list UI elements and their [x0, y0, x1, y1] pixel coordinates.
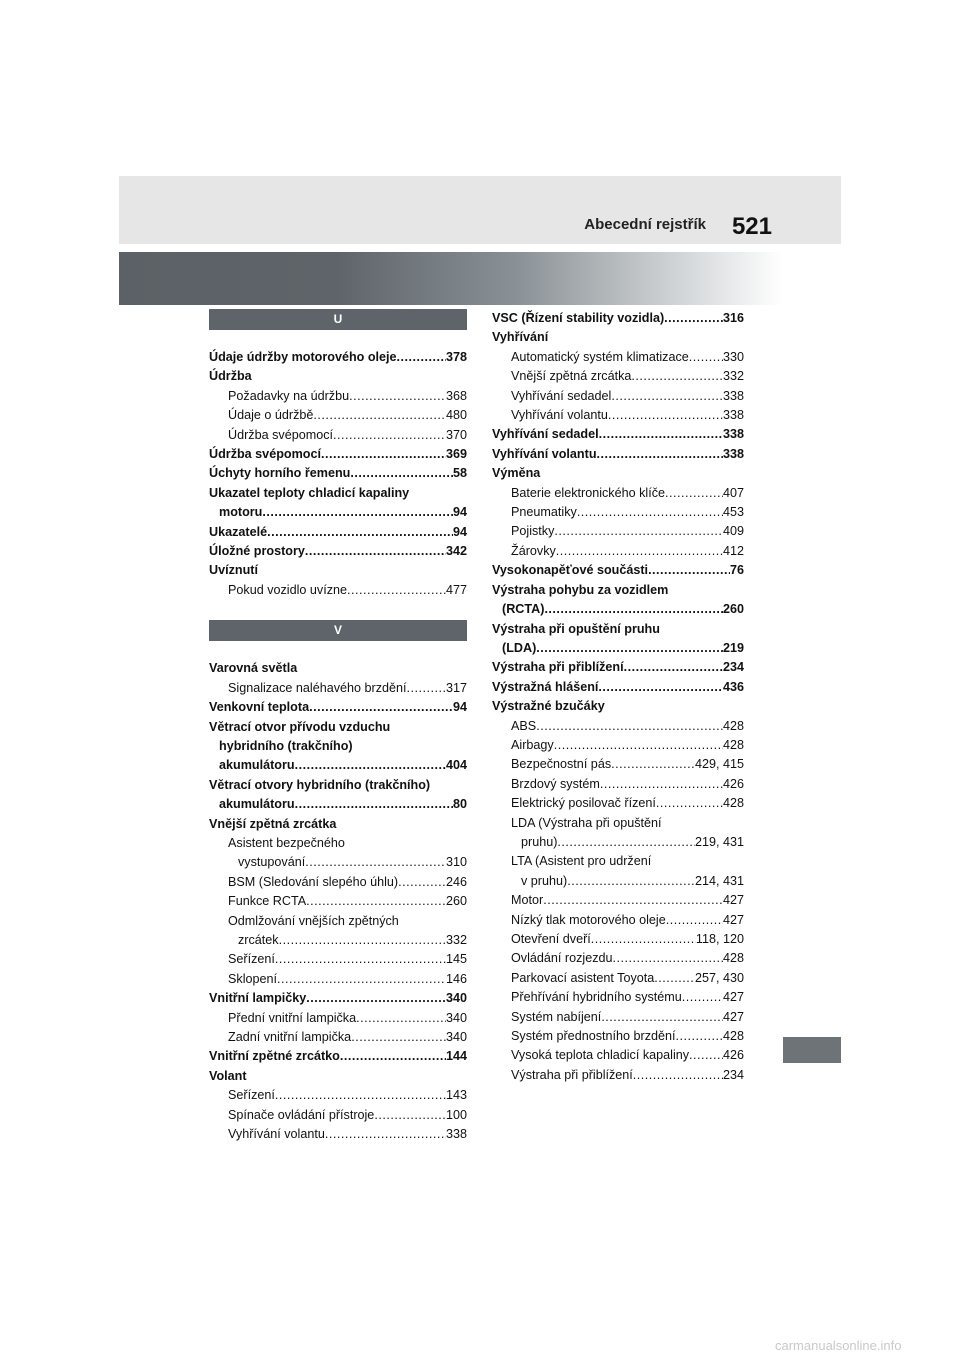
leader-dots	[689, 1046, 723, 1065]
index-subentry[interactable]	[492, 736, 744, 755]
index-column-right	[492, 309, 744, 1085]
index-entry[interactable]	[209, 737, 467, 756]
page-reference: 76	[729, 563, 744, 578]
index-entry[interactable]	[492, 445, 744, 464]
page-number: 521	[731, 213, 772, 240]
index-entry[interactable]	[492, 697, 744, 716]
page-reference: 338	[722, 446, 744, 461]
entry-text: Nízký tlak motorového oleje	[511, 912, 666, 927]
index-subentry[interactable]	[492, 1027, 744, 1046]
index-subentry[interactable]	[209, 387, 467, 406]
index-entry[interactable]	[492, 600, 744, 619]
entry-text: VSC (Řízení stability vozidla)	[492, 311, 665, 325]
entry-text: Vnitřní zpětné zrcátko	[209, 1049, 340, 1064]
page-reference: 214, 431	[694, 873, 744, 888]
page-reference: 428	[722, 951, 744, 966]
index-entry[interactable]	[492, 658, 744, 677]
page-reference: 436	[722, 679, 744, 694]
page-reference: 94	[452, 700, 467, 715]
leader-dots	[599, 425, 723, 444]
leader-dots	[340, 1047, 446, 1066]
page-reference: 146	[445, 971, 467, 986]
index-subentry[interactable]	[492, 717, 744, 736]
index-subentry[interactable]	[209, 406, 467, 425]
page-reference: 378	[445, 350, 467, 364]
entry-text: Vyhřívání volantu	[228, 1127, 325, 1142]
page-reference: 340	[445, 1030, 467, 1044]
page-reference: 100	[445, 1107, 467, 1122]
index-subentry[interactable]	[492, 775, 744, 794]
leader-dots	[689, 348, 723, 367]
index-entry[interactable]	[492, 309, 744, 328]
index-subentry[interactable]	[209, 679, 467, 698]
leader-dots	[349, 387, 446, 406]
entry-text: pruhu)	[521, 834, 558, 849]
page-reference: 409	[722, 524, 744, 539]
leader-dots	[350, 464, 453, 483]
entry-text: Údržba svépomocí	[209, 447, 321, 462]
index-subentry[interactable]	[492, 988, 744, 1007]
entry-text: Úchyty horního řemenu	[209, 466, 351, 481]
leader-dots	[543, 891, 723, 910]
index-subentry[interactable]	[492, 833, 744, 852]
entry-text: Parkovací asistent Toyota	[511, 970, 655, 985]
page-reference: 332	[445, 932, 467, 947]
letter-heading: V	[209, 620, 467, 641]
index-entry[interactable]	[209, 561, 467, 580]
page-reference: 145	[445, 952, 467, 967]
leader-dots	[544, 600, 723, 619]
leader-dots	[613, 949, 723, 968]
index-entry[interactable]	[209, 523, 467, 542]
entry-text: akumulátoru	[219, 797, 295, 812]
leader-dots	[676, 1027, 723, 1046]
page-reference: 429, 415	[694, 757, 744, 772]
entry-text: Větrací otvory hybridního (trakčního)	[209, 777, 431, 792]
entry-text: Přední vnitřní lampička	[228, 1010, 357, 1025]
leader-dots	[306, 989, 446, 1008]
leader-dots	[682, 988, 723, 1007]
leader-dots	[347, 581, 446, 600]
index-entry[interactable]	[209, 1067, 467, 1086]
page-reference: 368	[445, 388, 467, 403]
leader-dots	[313, 406, 446, 425]
page-reference: 260	[722, 602, 744, 617]
entry-text: Ovládání rozjezdu	[511, 951, 613, 966]
index-entry[interactable]	[209, 348, 467, 367]
index-subentry[interactable]	[209, 834, 467, 853]
page-reference: 94	[452, 524, 467, 539]
index-entry[interactable]	[209, 815, 467, 834]
page-reference: 412	[722, 543, 744, 558]
index-subentry[interactable]	[492, 891, 744, 910]
leader-dots	[554, 522, 723, 541]
page-reference: 427	[722, 990, 744, 1005]
entry-text: Úložné prostory	[209, 544, 305, 559]
index-entry[interactable]	[492, 464, 744, 483]
page-reference: 317	[445, 680, 467, 695]
entry-text: Vyhřívání sedadel	[492, 427, 599, 442]
index-subentry[interactable]	[492, 522, 744, 541]
index-subentry[interactable]	[209, 873, 467, 892]
index-entry[interactable]	[209, 367, 467, 386]
leader-dots	[275, 1086, 446, 1105]
leader-dots	[309, 698, 453, 717]
entry-text: Výstražné bzučáky	[492, 699, 605, 714]
entry-text: Pneumatiky	[511, 505, 577, 520]
leader-dots	[557, 833, 695, 852]
index-subentry[interactable]	[209, 1009, 467, 1028]
index-subentry[interactable]	[492, 367, 744, 386]
leader-dots	[407, 679, 446, 698]
page-reference: 219	[722, 640, 744, 655]
entry-text: Ukazatelé	[209, 524, 268, 539]
index-subentry[interactable]	[209, 970, 467, 989]
entry-text: Údaje údržby motorového oleje	[209, 350, 397, 364]
leader-dots	[601, 1008, 723, 1027]
index-subentry[interactable]	[492, 969, 744, 988]
index-entry[interactable]	[492, 639, 744, 658]
entry-text: Seřízení	[228, 1088, 275, 1103]
entry-text: Elektrický posilovač řízení	[511, 796, 656, 811]
entry-text: zrcátek	[238, 932, 279, 947]
page-reference: 219, 431	[694, 834, 744, 849]
index-subentry[interactable]	[209, 1086, 467, 1105]
leader-dots	[333, 426, 446, 445]
entry-text: Přehřívání hybridního systému	[511, 990, 682, 1005]
entry-text: Vyhřívání volantu	[511, 408, 608, 423]
entry-text: Údaje o údržbě	[228, 408, 314, 423]
entry-text: Údržba svépomocí	[228, 427, 333, 442]
entry-text: Výstraha pohybu za vozidlem	[492, 582, 669, 597]
index-subentry[interactable]	[492, 406, 744, 425]
entry-text: Výměna	[492, 466, 541, 481]
entry-text: (RCTA)	[502, 602, 545, 617]
entry-text: Větrací otvor přívodu vzduchu	[209, 719, 391, 734]
leader-dots	[267, 523, 453, 542]
entry-text: Výstraha při přiblížení	[511, 1067, 633, 1082]
leader-dots	[305, 542, 446, 561]
leader-dots	[536, 639, 723, 658]
page-reference: 428	[722, 737, 744, 752]
leader-dots	[611, 387, 723, 406]
entry-text: ABS	[511, 718, 537, 733]
leader-dots	[611, 755, 695, 774]
leader-dots	[665, 484, 723, 503]
index-subentry[interactable]	[492, 387, 744, 406]
index-subentry[interactable]	[492, 930, 744, 949]
leader-dots	[305, 853, 446, 872]
leader-dots	[321, 445, 446, 464]
page-reference: 427	[722, 893, 744, 908]
entry-text: Vyhřívání volantu	[492, 446, 597, 461]
leader-dots	[295, 795, 453, 814]
entry-text: Automatický systém klimatizace	[511, 349, 689, 364]
entry-text: Vnější zpětná zrcátka	[209, 816, 337, 831]
leader-dots	[598, 678, 723, 697]
leader-dots	[325, 1125, 446, 1144]
section-title: Abecední rejstřík	[584, 216, 706, 233]
index-subentry[interactable]	[492, 1008, 744, 1027]
index-subentry[interactable]	[492, 794, 744, 813]
letter-heading: U	[209, 309, 467, 330]
page-reference: 338	[445, 1127, 467, 1142]
page-reference: 426	[722, 1048, 744, 1063]
page-reference: 338	[722, 388, 744, 403]
index-entry[interactable]	[209, 445, 467, 464]
page-reference: 58	[452, 466, 467, 481]
index-subentry[interactable]	[492, 949, 744, 968]
entry-text: (LDA)	[502, 640, 537, 655]
entry-text: BSM (Sledování slepého úhlu)	[228, 874, 399, 889]
page-reference: 369	[445, 447, 467, 462]
index-subentry[interactable]	[492, 872, 744, 891]
entry-text: Otevření dveří	[511, 932, 591, 946]
leader-dots	[577, 503, 723, 522]
page-reference: 342	[445, 544, 467, 559]
entry-text: Odmlžování vnějších zpětných	[228, 913, 399, 928]
leader-dots	[398, 873, 446, 892]
page-reference: 257, 430	[694, 970, 744, 985]
entry-text: Žárovky	[511, 543, 556, 558]
page-reference: 310	[445, 855, 467, 870]
page-reference: 118, 120	[695, 932, 744, 946]
index-entry[interactable]	[492, 561, 744, 580]
index-subentry[interactable]	[492, 503, 744, 522]
entry-text: Varovná světla	[209, 661, 298, 676]
index-column-left	[209, 309, 467, 1144]
page-reference: 407	[722, 485, 744, 500]
page-reference: 234	[722, 660, 744, 675]
entry-text: Airbagy	[511, 737, 554, 752]
leader-dots	[600, 775, 723, 794]
entry-text: Výstraha při přiblížení	[492, 660, 624, 675]
entry-text: Výstražná hlášení	[492, 679, 599, 694]
leader-dots	[591, 930, 696, 949]
leader-dots	[567, 872, 695, 891]
entry-text: Brzdový systém	[511, 776, 600, 791]
index-entry[interactable]	[209, 698, 467, 717]
index-subentry[interactable]	[209, 853, 467, 872]
page-reference: 477	[445, 582, 467, 597]
page-reference: 80	[452, 797, 467, 812]
index-subentry[interactable]	[492, 911, 744, 930]
entry-text: hybridního (trakčního)	[219, 738, 353, 753]
leader-dots	[648, 561, 730, 580]
leader-dots	[597, 445, 723, 464]
leader-dots	[633, 1066, 723, 1085]
index-entry[interactable]	[209, 659, 467, 678]
index-entry[interactable]	[209, 756, 467, 775]
index-subentry[interactable]	[492, 348, 744, 367]
gradient-band	[119, 252, 841, 305]
entry-text: Vyhřívání	[492, 330, 549, 345]
leader-dots	[536, 717, 723, 736]
entry-text: motoru	[219, 505, 263, 520]
entry-text: Vysoká teplota chladicí kapaliny	[511, 1048, 690, 1063]
index-entry[interactable]	[492, 581, 744, 600]
index-entry[interactable]	[492, 678, 744, 697]
index-subentry[interactable]	[492, 542, 744, 561]
index-entry[interactable]	[209, 542, 467, 561]
index-subentry[interactable]	[492, 484, 744, 503]
page-reference: 480	[445, 408, 467, 423]
entry-text: Vysokonapěťové součásti	[492, 563, 649, 578]
leader-dots	[666, 911, 723, 930]
leader-dots	[608, 406, 723, 425]
page-reference: 246	[445, 874, 467, 889]
index-subentry[interactable]	[209, 950, 467, 969]
entry-text: Pojistky	[511, 524, 555, 539]
leader-dots	[295, 756, 446, 775]
entry-text: Vyhřívání sedadel	[511, 388, 612, 403]
leader-dots	[351, 1028, 446, 1047]
page-reference: 143	[445, 1088, 467, 1103]
page-reference: 260	[445, 894, 467, 909]
entry-text: akumulátoru	[219, 758, 295, 773]
index-entry[interactable]	[209, 989, 467, 1008]
entry-text: Motor	[511, 893, 544, 908]
leader-dots	[277, 970, 446, 989]
index-subentry[interactable]	[209, 912, 467, 931]
index-subentry[interactable]	[492, 1066, 744, 1085]
entry-text: Ukazatel teploty chladicí kapaliny	[209, 485, 410, 500]
watermark: carmanualsonline.info	[775, 1338, 902, 1353]
index-subentry[interactable]	[209, 1125, 467, 1144]
index-entry[interactable]	[209, 776, 467, 795]
index-subentry[interactable]	[209, 1106, 467, 1125]
index-entry[interactable]	[209, 795, 467, 814]
index-subentry[interactable]	[209, 1028, 467, 1047]
page-reference: 316	[722, 311, 744, 325]
page-reference: 340	[445, 991, 467, 1006]
entry-text: Bezpečnostní pás	[511, 757, 612, 772]
leader-dots	[654, 969, 695, 988]
index-entry[interactable]	[209, 1047, 467, 1066]
index-subentry[interactable]	[492, 814, 744, 833]
page-reference: 428	[722, 1029, 744, 1044]
entry-text: Údržba	[209, 369, 252, 384]
page-reference: 340	[445, 1010, 467, 1025]
page-reference: 370	[445, 427, 467, 442]
entry-text: Baterie elektronického klíče	[511, 485, 666, 500]
entry-text: Volant	[209, 1068, 247, 1083]
page-reference: 404	[445, 758, 467, 773]
page-reference: 338	[722, 408, 744, 423]
index-entry[interactable]	[492, 425, 744, 444]
index-entry[interactable]	[209, 464, 467, 483]
leader-dots	[275, 950, 446, 969]
leader-dots	[656, 794, 723, 813]
index-subentry[interactable]	[209, 581, 467, 600]
page-reference: 330	[722, 349, 744, 364]
leader-dots	[631, 367, 723, 386]
entry-text: Vnitřní lampičky	[209, 991, 307, 1006]
entry-text: Spínače ovládání přístroje	[228, 1107, 375, 1122]
leader-dots	[356, 1009, 446, 1028]
index-entry[interactable]	[492, 328, 744, 347]
page-reference: 338	[722, 427, 744, 442]
page-reference: 428	[722, 796, 744, 811]
index-subentry[interactable]	[209, 426, 467, 445]
index-entry[interactable]	[209, 718, 467, 737]
index-entry[interactable]	[209, 484, 467, 503]
leader-dots	[306, 892, 446, 911]
entry-text: Signalizace naléhavého brzdění	[228, 680, 407, 695]
leader-dots	[397, 348, 446, 367]
page-reference: 453	[722, 505, 744, 520]
leader-dots	[554, 736, 723, 755]
page-reference: 427	[722, 1009, 744, 1024]
entry-text: Zadní vnitřní lampička	[228, 1030, 352, 1044]
leader-dots	[624, 658, 723, 677]
leader-dots	[556, 542, 723, 561]
entry-text: Uvíznutí	[209, 563, 258, 578]
entry-text: Výstraha při opuštění pruhu	[492, 621, 660, 636]
entry-text: Systém nabíjení	[511, 1009, 602, 1024]
page-reference: 428	[722, 718, 744, 733]
leader-dots	[374, 1106, 446, 1125]
page-reference: 427	[722, 912, 744, 927]
page-reference: 144	[445, 1049, 467, 1064]
entry-text: v pruhu)	[521, 873, 568, 888]
entry-text: Sklopení	[228, 971, 278, 986]
entry-text: Systém přednostního brzdění	[511, 1029, 676, 1044]
entry-text: Asistent bezpečného	[228, 835, 345, 850]
index-subentry[interactable]	[209, 892, 467, 911]
entry-text: vystupování	[238, 855, 306, 870]
index-subentry[interactable]	[492, 755, 744, 774]
entry-text: Vnější zpětná zrcátka	[511, 369, 632, 384]
entry-text: Požadavky na údržbu	[228, 388, 350, 403]
index-subentry[interactable]	[492, 1046, 744, 1065]
section-gap	[209, 600, 467, 620]
index-subentry[interactable]	[209, 931, 467, 950]
index-subentry[interactable]	[492, 852, 744, 871]
page-reference: 234	[722, 1067, 744, 1082]
entry-text: LTA (Asistent pro udržení	[511, 854, 652, 869]
leader-dots	[664, 309, 723, 328]
index-entry[interactable]	[209, 503, 467, 522]
leader-dots	[279, 931, 446, 950]
entry-text: Seřízení	[228, 952, 275, 967]
leader-dots	[262, 503, 453, 522]
page-reference: 94	[452, 505, 467, 520]
entry-text: Funkce RCTA	[228, 894, 307, 909]
chapter-thumb-tab[interactable]	[783, 1037, 841, 1063]
page-reference: 426	[722, 776, 744, 791]
entry-text: Pokud vozidlo uvízne	[228, 582, 348, 597]
index-entry[interactable]	[492, 620, 744, 639]
entry-text: LDA (Výstraha při opuštění	[511, 815, 662, 830]
page-reference: 332	[722, 369, 744, 384]
entry-text: Venkovní teplota	[209, 700, 310, 715]
